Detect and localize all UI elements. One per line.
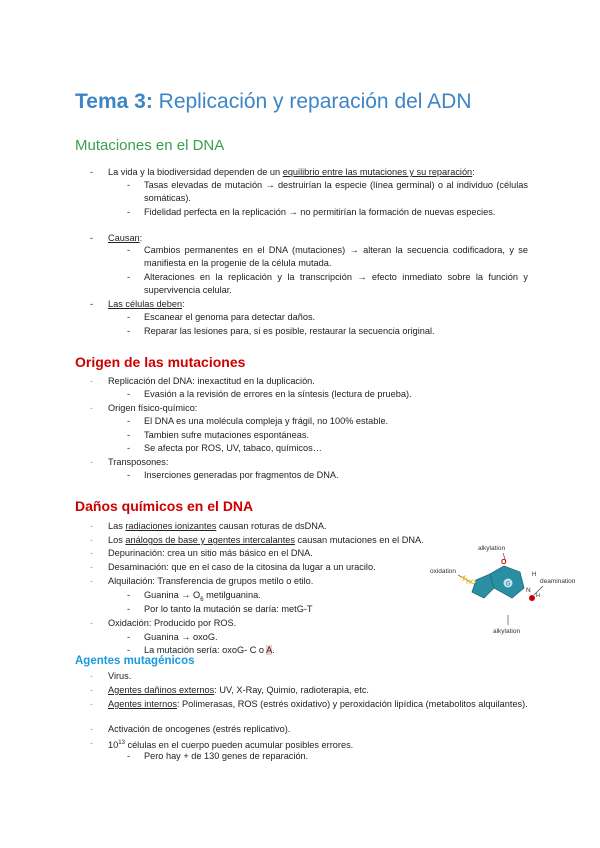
- bullet-dash: -: [90, 376, 94, 386]
- bullet-dash: -: [127, 590, 131, 600]
- label-alkylation-top: alkylation: [478, 545, 506, 552]
- bullet-dash: -: [127, 632, 131, 642]
- list-item: Agentes internos: Polimerasas, ROS (estrés oxidativo) y peroxidación lipídica (metabolitos alquilantes).: [108, 699, 528, 709]
- bullet-dash: -: [90, 233, 94, 243]
- list-item: Oxidación: Producido por ROS.: [108, 618, 237, 628]
- list-item: Las radiaciones ionizantes causan roturas de dsDNA.: [108, 521, 327, 531]
- list-item: Desaminación: que en el caso de la citosina da lugar a un uracilo.: [108, 562, 376, 572]
- list-item: Activación de oncogenes (estrés replicativo).: [108, 724, 291, 734]
- amino-group-icon: [529, 595, 535, 601]
- list-item: Agentes dañinos externos: UV, X-Ray, Quimio, radioterapia, etc.: [108, 685, 369, 695]
- list-item: Las células deben:: [108, 299, 185, 309]
- list-item: Tasas elevadas de mutación → destruirían la especie (línea germinal) o al individuo (células somáticas).: [144, 180, 528, 203]
- list-item: Causan:: [108, 233, 143, 243]
- list-item: Escanear el genoma para detectar daños.: [144, 312, 316, 322]
- list-item: Evasión a la revisión de errores en la síntesis (lectura de prueba).: [144, 389, 412, 399]
- list-item: Replicación del DNA: inexactitud en la duplicación.: [108, 376, 315, 386]
- bullet-dash: -: [90, 724, 94, 734]
- atom-oxygen: O: [501, 559, 507, 566]
- bullet-dash: -: [90, 548, 94, 558]
- bullet-dash: -: [90, 699, 94, 709]
- bullet-dash: -: [127, 180, 131, 190]
- list-item: El DNA es una molécula compleja y frágil, no 100% estable.: [144, 416, 389, 426]
- bullet-dash: -: [90, 403, 94, 413]
- list-item: La vida y la biodiversidad dependen de un equilibrio entre las mutaciones y su reparación:: [108, 167, 475, 177]
- atom-nitrogen: N: [526, 587, 531, 594]
- guanine-damage-diagram: [428, 540, 578, 640]
- list-item: Origen físico-químico:: [108, 403, 198, 413]
- list-item: Alquilación: Transferencia de grupos metilo o etilo.: [108, 576, 314, 586]
- bullet-dash: -: [127, 604, 131, 614]
- bullet-dash: -: [127, 312, 131, 322]
- bullet-dash: -: [127, 326, 131, 336]
- list-item: Transposones:: [108, 457, 169, 467]
- ring-label: G: [505, 581, 511, 588]
- list-item: Tambien sufre mutaciones espontáneas.: [144, 430, 309, 440]
- list-item: $10^{13}$ células en el cuerpo pueden acumular posibles errores.: [108, 740, 354, 751]
- bullet-dash: -: [127, 470, 131, 480]
- section-heading-origen: Origen de las mutaciones: [75, 354, 246, 370]
- bullet-dash: -: [127, 430, 131, 440]
- list-item: Los análogos de base y agentes intercalantes causan mutaciones en el DNA.: [108, 535, 424, 545]
- title-text: Replicación y reparación del ADN: [158, 90, 472, 113]
- bullet-dash: -: [127, 207, 131, 217]
- bullet-dash: -: [90, 521, 94, 531]
- atom-ho: HO: [466, 579, 476, 586]
- section-heading-mutaciones: Mutaciones en el DNA: [75, 137, 225, 154]
- atom-hydrogen: H: [532, 572, 537, 578]
- bullet-dash: -: [90, 576, 94, 586]
- section-heading-danos: Daños químicos en el DNA: [75, 498, 254, 514]
- list-item: Guanina → oxoG.: [144, 632, 218, 642]
- list-item: Depurinación: crea un sitio más básico en el DNA.: [108, 548, 313, 558]
- label-alkylation-bottom: alkylation: [493, 628, 521, 635]
- bullet-dash: -: [90, 299, 94, 309]
- bullet-dash: -: [90, 535, 94, 545]
- list-item: Se afecta por ROS, UV, tabaco, químicos…: [144, 443, 322, 453]
- bullet-dash: -: [90, 738, 94, 748]
- list-item: Por lo tanto la mutación se daría: metG-T: [144, 604, 313, 614]
- bullet-dash: -: [90, 167, 94, 177]
- bullet-dash: -: [127, 245, 131, 255]
- label-oxidation: oxidation: [430, 568, 457, 575]
- bullet-dash: -: [90, 457, 94, 467]
- list-item: Pero hay + de 130 genes de reparación.: [144, 751, 309, 761]
- list-item: Fidelidad perfecta en la replicación → no permitirían la formación de nuevas especies.: [144, 207, 496, 217]
- list-item: Inserciones generadas por fragmentos de DNA.: [144, 470, 339, 480]
- bullet-dash: -: [127, 272, 131, 282]
- list-item: Reparar las lesiones para, si es posible, restaurar la secuencia original.: [144, 326, 435, 336]
- bullet-dash: -: [90, 685, 94, 695]
- list-item: Alteraciones en la replicación y la transcripción → efecto inmediato sobre la función y supervivencia celular.: [144, 272, 528, 295]
- label-deamination: deamination: [540, 578, 576, 585]
- section-heading-agentes: Agentes mutagénicos: [75, 655, 195, 667]
- bullet-dash: -: [127, 645, 131, 655]
- atom-hydrogen: H: [536, 593, 540, 599]
- title-number: Tema 3:: [75, 90, 153, 113]
- bullet-dash: -: [127, 416, 131, 426]
- bullet-dash: -: [90, 671, 94, 681]
- page-title: [75, 90, 471, 114]
- bullet-dash: -: [90, 562, 94, 572]
- bullet-dash: -: [90, 618, 94, 628]
- bullet-dash: -: [127, 389, 131, 399]
- list-item: Cambios permanentes en el DNA (mutaciones) → alteran la secuencia codificadora, y se manifiesta en la progenie de la célula mutada.: [144, 245, 528, 268]
- list-item: Guanina → $O_6$ metilguanina.: [144, 590, 261, 603]
- list-item: La mutación sería: oxoG- C o A.: [144, 645, 275, 655]
- list-item: Virus.: [108, 671, 132, 681]
- bullet-dash: -: [127, 443, 131, 453]
- bullet-dash: -: [127, 751, 131, 761]
